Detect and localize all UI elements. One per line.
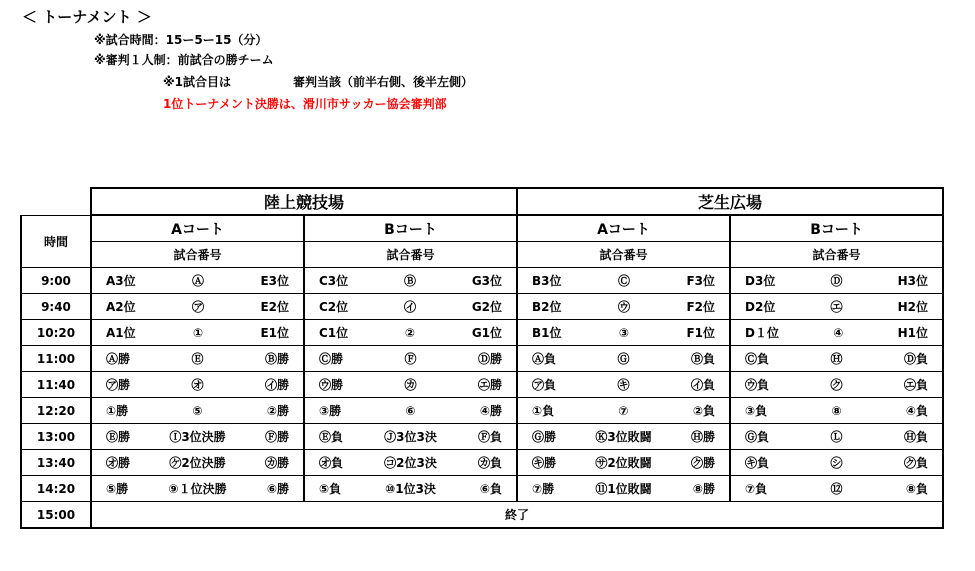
match-id: ㋐ (192, 300, 205, 314)
match-cell (517, 294, 730, 320)
match-label-row (21, 242, 943, 268)
match-cell (91, 294, 304, 320)
match-id: ㋛ (830, 456, 843, 470)
match-cell (304, 398, 517, 424)
home-team: ⑤勝 (106, 482, 129, 496)
table-row (21, 320, 943, 346)
match-cell (730, 476, 943, 502)
away-team: ㋕勝 (264, 456, 289, 470)
match-cell (730, 450, 943, 476)
match-cell (517, 346, 730, 372)
match-id: ㋕ (404, 378, 417, 392)
away-team: ㋑勝 (264, 378, 289, 392)
match-id: ⑥ (405, 403, 416, 418)
match-id: ② (404, 325, 416, 340)
time-cell: 9:40 (21, 294, 91, 320)
home-team: ①負 (532, 404, 555, 418)
match-id: Ⓛ (830, 430, 843, 444)
home-team: ③負 (745, 404, 768, 418)
away-team: Ⓗ負 (904, 430, 929, 444)
away-team: Ⓓ負 (904, 352, 929, 366)
match-cell (91, 346, 304, 372)
table-row (21, 424, 943, 450)
away-team: ⑥勝 (266, 482, 289, 496)
time-cell: 11:40 (21, 372, 91, 398)
court-header-1: Aコート (91, 215, 304, 242)
match-cell (304, 424, 517, 450)
away-team: ㋓勝 (478, 378, 503, 392)
match-id: ㋑ (403, 300, 416, 314)
final-row (21, 502, 943, 529)
home-team: Ⓔ負 (319, 430, 344, 444)
away-team: ②負 (692, 404, 715, 418)
match-cell (730, 268, 943, 294)
match-cell (304, 320, 517, 346)
match-id: Ⓕ (404, 352, 417, 366)
match-id: Ⓙ3位3決 (384, 430, 437, 444)
match-cell (517, 450, 730, 476)
match-cell (304, 372, 517, 398)
home-team: Ⓒ勝 (319, 352, 344, 366)
away-team: G3位 (471, 274, 503, 288)
match-cell (517, 320, 730, 346)
away-team: ㋑負 (690, 378, 715, 392)
match-id: Ⓗ (830, 352, 843, 366)
home-team: ㋐勝 (106, 378, 131, 392)
home-team: ⑦負 (745, 482, 768, 496)
match-id: Ⓚ3位敗闘 (595, 430, 652, 444)
match-cell (304, 476, 517, 502)
away-team: H1位 (897, 326, 929, 340)
home-team: A3位 (106, 274, 136, 288)
home-team: ㋐負 (532, 378, 557, 392)
match-cell (517, 476, 730, 502)
court-header-2: Bコート (304, 215, 517, 242)
home-team: ㋔負 (319, 456, 344, 470)
match-cell (91, 398, 304, 424)
match-cell (91, 450, 304, 476)
away-team: ㋓負 (904, 378, 929, 392)
table-row (21, 372, 943, 398)
home-team: Ⓐ勝 (106, 352, 131, 366)
match-id: ⑪1位敗闘 (595, 482, 652, 496)
match-cell (91, 320, 304, 346)
home-team: ⑦勝 (532, 482, 555, 496)
away-team: ④勝 (479, 404, 503, 418)
match-id: Ⓘ3位決勝 (169, 430, 226, 444)
table-row (21, 346, 943, 372)
match-id: Ⓔ (191, 352, 204, 366)
away-team: E2位 (260, 300, 289, 314)
time-cell: 9:00 (21, 268, 91, 294)
match-number-label: 試合番号 (91, 242, 304, 268)
match-cell (517, 424, 730, 450)
home-team: C2位 (319, 300, 349, 314)
end-cell: 終了 (91, 502, 943, 529)
match-cell (304, 294, 517, 320)
match-id: ⑦ (618, 403, 629, 418)
home-team: A2位 (106, 300, 136, 314)
home-team: B2位 (532, 300, 562, 314)
match-cell (517, 372, 730, 398)
match-id: Ⓓ (830, 274, 843, 288)
away-team: ⑧勝 (692, 482, 715, 496)
home-team: ㋒勝 (319, 378, 344, 392)
away-team: ②勝 (266, 404, 289, 418)
time-cell: 11:00 (21, 346, 91, 372)
away-team: Ⓗ勝 (690, 430, 715, 444)
match-cell (91, 424, 304, 450)
away-team: F2位 (686, 300, 715, 314)
home-team: ⑤負 (319, 482, 342, 496)
away-team: E1位 (260, 326, 289, 340)
match-cell (730, 346, 943, 372)
match-id: ⑧ (831, 403, 842, 418)
away-team: Ⓕ負 (478, 430, 503, 444)
match-cell (730, 320, 943, 346)
time-cell: 15:00 (21, 502, 91, 529)
home-team: C1位 (319, 326, 349, 340)
court-row (21, 215, 943, 242)
match-id: Ⓖ (617, 352, 630, 366)
venue-row (21, 188, 943, 215)
home-team: B1位 (532, 326, 562, 340)
table-row (21, 450, 943, 476)
match-cell (517, 268, 730, 294)
court-header-3: Aコート (517, 215, 730, 242)
away-team: F1位 (686, 326, 715, 340)
home-team: D１位 (745, 326, 779, 340)
match-cell (730, 294, 943, 320)
match-id: ㋙2位3決 (384, 456, 437, 470)
away-team: ㋕負 (478, 456, 503, 470)
match-cell (730, 398, 943, 424)
home-team: Ⓖ勝 (532, 430, 557, 444)
match-cell (730, 372, 943, 398)
home-team: C3位 (319, 274, 349, 288)
match-cell (517, 398, 730, 424)
page-title: ＜ トーナメント ＞ (22, 8, 152, 26)
home-team: A1位 (106, 326, 136, 340)
away-team: G2位 (471, 300, 503, 314)
match-cell (91, 372, 304, 398)
match-id: ㋒ (617, 300, 630, 314)
final-referee-note: 1位トーナメント決勝は、滑川市サッカー協会審判部 (163, 97, 447, 111)
match-id: Ⓐ (192, 274, 205, 288)
time-cell: 10:20 (21, 320, 91, 346)
time-cell: 13:00 (21, 424, 91, 450)
away-team: F3位 (686, 274, 715, 288)
match-id: ③ (618, 325, 630, 340)
home-team: Ⓒ負 (745, 352, 770, 366)
away-team: Ⓕ勝 (264, 430, 289, 444)
first-match-label: ※1試合目は (163, 75, 232, 89)
home-team: D3位 (745, 274, 776, 288)
match-id: ㋔ (191, 378, 204, 392)
time-cell: 13:40 (21, 450, 91, 476)
away-team: ㋗勝 (690, 456, 715, 470)
away-team: E3位 (260, 274, 289, 288)
court-header-4: Bコート (730, 215, 943, 242)
match-id: ⑫ (830, 482, 843, 496)
corner-cell (21, 188, 91, 215)
match-id: ④ (833, 325, 844, 340)
referee-note: ※審判１人制：前試合の勝チーム (94, 53, 274, 67)
away-team: ④負 (905, 404, 929, 418)
match-id: Ⓑ (403, 274, 416, 288)
home-team: ①勝 (106, 404, 129, 418)
match-number-label: 試合番号 (517, 242, 730, 268)
match-id: ① (192, 325, 204, 340)
match-id: Ⓒ (617, 274, 630, 288)
match-cell (730, 424, 943, 450)
match-id: ㋘2位決勝 (169, 456, 226, 470)
home-team: B3位 (532, 274, 562, 288)
match-id: ㋗ (830, 378, 843, 392)
match-id: ⑩1位3決 (385, 482, 436, 496)
home-team: ㋔勝 (106, 456, 131, 470)
home-team: D2位 (745, 300, 776, 314)
time-header: 時間 (21, 215, 91, 268)
table-row (21, 476, 943, 502)
time-cell: 12:20 (21, 398, 91, 424)
match-number-label: 試合番号 (304, 242, 517, 268)
away-team: G1位 (471, 326, 503, 340)
home-team: ③勝 (319, 404, 342, 418)
match-cell (304, 268, 517, 294)
match-id: ㋖ (617, 378, 630, 392)
schedule-table (20, 187, 944, 529)
table-row (21, 268, 943, 294)
home-team: ㋖負 (745, 456, 770, 470)
match-cell (304, 450, 517, 476)
match-cell (91, 476, 304, 502)
away-team: ⑧負 (905, 482, 929, 496)
away-team: Ⓓ勝 (478, 352, 503, 366)
away-team: Ⓑ負 (690, 352, 715, 366)
match-id: ㋓ (830, 300, 843, 314)
match-number-label: 試合番号 (730, 242, 943, 268)
away-team: ⑥負 (479, 482, 502, 496)
away-team: H3位 (897, 274, 929, 288)
table-row (21, 294, 943, 320)
venue-lawn-field: 芝生広場 (517, 188, 943, 215)
match-cell (304, 346, 517, 372)
match-cell (91, 268, 304, 294)
match-id: ㋚2位敗闘 (595, 456, 652, 470)
first-match-referee: 審判当該（前半右側、後半左側） (293, 75, 474, 89)
match-id: ⑨１位決勝 (168, 482, 227, 496)
away-team: ㋗負 (904, 456, 929, 470)
time-cell: 14:20 (21, 476, 91, 502)
table-row (21, 398, 943, 424)
away-team: Ⓑ勝 (264, 352, 289, 366)
match-id: ⑤ (192, 403, 203, 418)
first-match-note (163, 73, 473, 90)
home-team: Ⓐ負 (532, 352, 557, 366)
home-team: ㋒負 (745, 378, 770, 392)
venue-athletic-stadium: 陸上競技場 (91, 188, 517, 215)
home-team: Ⓔ勝 (106, 430, 131, 444)
home-team: Ⓖ負 (745, 430, 770, 444)
match-time-note: ※試合時間：15ー5ー15（分） (94, 33, 268, 47)
away-team: H2位 (897, 300, 929, 314)
home-team: ㋖勝 (532, 456, 557, 470)
